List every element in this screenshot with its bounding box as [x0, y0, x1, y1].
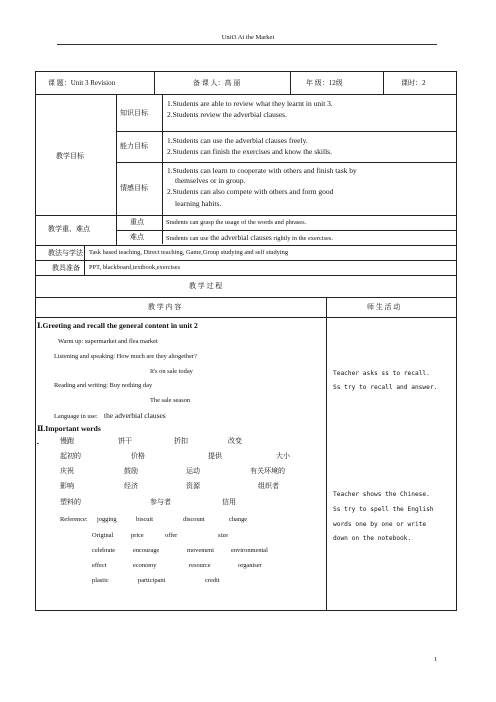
- zh-word: 饼干: [118, 437, 132, 445]
- lesson-title: 课 题：Unit 3 Revision: [48, 79, 116, 87]
- section-1-heading: Ⅰ.Greeting and recall the general content in unit 2: [37, 321, 198, 330]
- methods-text: Task based teaching, Direct teaching, Game,Group studying and self studying: [89, 249, 289, 256]
- content-column-header: 教 学 内 容: [148, 303, 182, 311]
- listening-line: Listening and speaking: How much are they altogether?: [54, 353, 197, 360]
- activity-2-line-4: down on the notebook.: [333, 535, 412, 542]
- en-word: change: [229, 516, 248, 523]
- period: 课时：2: [401, 79, 426, 87]
- ability-line-1: 1.Students can use the adverbial clauses freely.: [167, 136, 308, 145]
- emotion-line-3: 2.Students can also compete with others and form good: [167, 187, 334, 196]
- zh-word: 运动: [186, 467, 200, 475]
- zh-word: 大小: [276, 452, 290, 460]
- activity-2-line-3: words one by one or write: [333, 521, 427, 528]
- activity-column-header: 师 生 活 动: [367, 303, 401, 311]
- objectives-label: 教学目标: [56, 152, 84, 160]
- emotion-line-2: themselves or in group.: [175, 176, 246, 185]
- zh-word: 塑料的: [60, 498, 81, 506]
- activity-2-line-2: Ss try to spell the English: [333, 506, 434, 513]
- language-line: Language in use: the adverbial clauses: [54, 411, 166, 420]
- en-word: jogging: [97, 516, 117, 523]
- zh-word: 价格: [131, 452, 145, 460]
- header-rule: [57, 44, 437, 45]
- ability-line-2: 2.Students can finish the exercises and know the skills.: [167, 147, 332, 156]
- zh-word: 资源: [186, 482, 200, 490]
- reading-line: Reading and writing: Buy nothing day: [54, 382, 153, 389]
- grade: 年 级：12级: [306, 79, 343, 87]
- en-word: discount: [183, 516, 205, 523]
- zh-word: 折扣: [174, 437, 188, 445]
- zh-word: 提供: [208, 452, 222, 460]
- emotion-line-1: 1.Students can learn to cooperate with others and finish task by: [167, 166, 357, 175]
- zh-word: 经济: [124, 482, 138, 490]
- en-word: encourage: [133, 547, 160, 554]
- focus-label: 重点: [130, 218, 144, 226]
- page-header-title: Unit3 At the Market: [221, 34, 275, 41]
- emotion-line-4: learning habits.: [175, 199, 222, 208]
- knowledge-label: 知识目标: [120, 109, 148, 117]
- en-word: biscuit: [136, 516, 154, 523]
- en-word: plastic: [92, 577, 109, 584]
- zh-word: 庆祝: [60, 467, 74, 475]
- key-points-label: 教学重、难点: [48, 225, 90, 233]
- preparer: 备 课 人：高 丽: [193, 79, 241, 87]
- warmup-line: Warm up: supermarket and flea market: [58, 338, 158, 345]
- en-word: organiser: [238, 562, 262, 569]
- difficulty-label: 难点: [130, 233, 144, 241]
- en-word: price: [131, 532, 144, 539]
- zh-word: 起初的: [60, 452, 81, 460]
- section-2-heading: Ⅱ.Important words: [37, 424, 101, 433]
- zh-word: 鼓励: [124, 467, 138, 475]
- focus-text: Students can grasp the usage of the words and phrases.: [166, 219, 307, 226]
- zh-word: 组织者: [258, 482, 279, 490]
- en-word: movement: [187, 547, 214, 554]
- process-title: 教 学 过 程: [189, 282, 223, 290]
- activity-1-line-2: Ss try to recall and answer.: [333, 384, 438, 391]
- listening-line-2: It's on sale today: [150, 368, 193, 375]
- bullet-icon: ▪: [37, 442, 39, 447]
- activity-2-line-1: Teacher shows the Chinese.: [333, 491, 430, 498]
- zh-word: 参与者: [150, 498, 171, 506]
- en-word: environmental: [231, 547, 268, 554]
- reference-label: Reference:: [60, 516, 88, 523]
- en-word: credit: [205, 577, 220, 584]
- zh-word: 影响: [60, 482, 74, 490]
- reading-line-2: The sale season: [150, 397, 191, 404]
- zh-word: 慢跑: [60, 437, 74, 445]
- en-word: Original: [92, 532, 114, 539]
- page-number: 1: [434, 656, 438, 663]
- knowledge-line-1: 1.Students are able to review what they learnt in unit 3.: [167, 99, 333, 108]
- zh-word: 信用: [222, 498, 236, 506]
- en-word: participant: [138, 577, 166, 584]
- zh-word: 有关环境的: [250, 467, 285, 475]
- aids-text: PPT, blackboard,textbook,exercises: [89, 264, 181, 271]
- en-word: effect: [92, 562, 107, 569]
- en-word: offer: [165, 532, 178, 539]
- ability-label: 能力目标: [120, 142, 148, 150]
- difficulty-text: Students can use the adverbial clauses rightly in the exercises.: [166, 233, 333, 242]
- emotion-label: 情感目标: [120, 184, 148, 192]
- en-word: economy: [133, 562, 157, 569]
- aids-label: 教具准备: [52, 264, 80, 272]
- en-word: resource: [189, 562, 211, 569]
- methods-label: 教法与学法: [48, 249, 83, 257]
- en-word: celebrate: [92, 547, 116, 554]
- zh-word: 改变: [228, 437, 242, 445]
- knowledge-line-2: 2.Students review the adverbial clauses.: [167, 110, 287, 119]
- en-word: size: [218, 532, 228, 539]
- activity-1-line-1: Teacher asks ss to recall.: [333, 370, 430, 377]
